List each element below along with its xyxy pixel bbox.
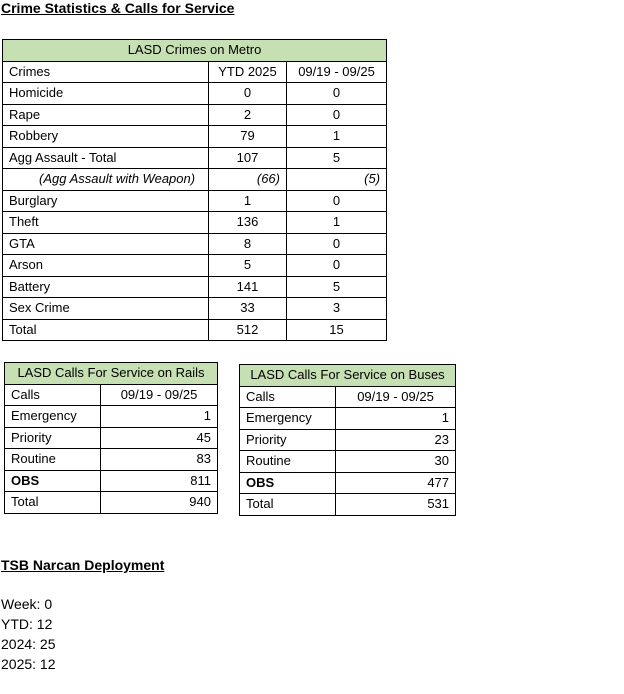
rails-calls-table: [4, 362, 218, 514]
week-cell: 0: [287, 104, 387, 126]
week-cell: 0: [287, 255, 387, 277]
table-row: [3, 276, 387, 298]
rails-table-header-row: [5, 384, 218, 406]
row-label: Emergency: [240, 408, 336, 430]
column-header: 09/19 - 09/25: [101, 384, 218, 406]
table-row: [3, 212, 387, 234]
crimes-table-header-row: [3, 61, 387, 83]
week-cell: 5: [287, 147, 387, 169]
table-row: [3, 83, 387, 105]
value-cell: 1: [101, 406, 218, 428]
table-row-total: [240, 494, 456, 516]
ytd-cell: 8: [209, 233, 287, 255]
row-label: Homicide: [3, 83, 209, 105]
week-cell: (5): [287, 169, 387, 191]
ytd-cell: 107: [209, 147, 287, 169]
buses-table-header-row: [240, 386, 456, 408]
ytd-cell: 141: [209, 276, 287, 298]
value-cell: 1: [336, 408, 456, 430]
row-label: OBS: [5, 470, 101, 492]
narcan-2025: 2025: 12: [1, 656, 56, 672]
table-row: [240, 451, 456, 473]
row-label: (Agg Assault with Weapon): [3, 169, 209, 191]
ytd-cell: (66): [209, 169, 287, 191]
table-row: [3, 104, 387, 126]
table-row: [3, 298, 387, 320]
page-title: Crime Statistics & Calls for Service: [1, 0, 235, 16]
ytd-cell: 5: [209, 255, 287, 277]
crimes-table-title-row: [3, 40, 387, 62]
column-header: 09/19 - 09/25: [287, 61, 387, 83]
row-label: Robbery: [3, 126, 209, 148]
crimes-table: [2, 39, 387, 341]
table-row-total: [3, 319, 387, 341]
ytd-cell: 79: [209, 126, 287, 148]
ytd-cell: 33: [209, 298, 287, 320]
row-label: Total: [3, 319, 209, 341]
table-row: [240, 429, 456, 451]
row-label: Sex Crime: [3, 298, 209, 320]
week-cell: 1: [287, 126, 387, 148]
table-row-subtotal: [3, 169, 387, 191]
row-label: Battery: [3, 276, 209, 298]
table-row: [3, 147, 387, 169]
ytd-cell: 2: [209, 104, 287, 126]
value-cell: 23: [336, 429, 456, 451]
ytd-cell: 1: [209, 190, 287, 212]
row-label: Total: [240, 494, 336, 516]
buses-calls-table: [239, 364, 456, 516]
value-cell: 531: [336, 494, 456, 516]
row-label: Burglary: [3, 190, 209, 212]
table-row: [240, 408, 456, 430]
table-row: [5, 449, 218, 471]
row-label: Theft: [3, 212, 209, 234]
table-row: [3, 255, 387, 277]
value-cell: 940: [101, 492, 218, 514]
buses-table-title: LASD Calls For Service on Buses: [240, 365, 456, 387]
row-label: Arson: [3, 255, 209, 277]
table-row-total: [5, 492, 218, 514]
ytd-cell: 0: [209, 83, 287, 105]
narcan-ytd: YTD: 12: [1, 616, 53, 632]
row-label: Rape: [3, 104, 209, 126]
column-header: Crimes: [3, 61, 209, 83]
row-label: Priority: [5, 427, 101, 449]
table-row: [3, 190, 387, 212]
row-label: Agg Assault - Total: [3, 147, 209, 169]
week-cell: 15: [287, 319, 387, 341]
week-cell: 0: [287, 190, 387, 212]
row-label: Priority: [240, 429, 336, 451]
narcan-title: TSB Narcan Deployment: [1, 557, 165, 573]
ytd-cell: 512: [209, 319, 287, 341]
column-header: 09/19 - 09/25: [336, 386, 456, 408]
row-label: Total: [5, 492, 101, 514]
week-cell: 3: [287, 298, 387, 320]
rails-table-title: LASD Calls For Service on Rails: [5, 363, 218, 385]
row-label: Emergency: [5, 406, 101, 428]
week-cell: 0: [287, 83, 387, 105]
buses-table-title-row: [240, 365, 456, 387]
week-cell: 0: [287, 233, 387, 255]
rails-table-title-row: [5, 363, 218, 385]
value-cell: 45: [101, 427, 218, 449]
table-row: [240, 472, 456, 494]
column-header: Calls: [5, 384, 101, 406]
table-row: [3, 126, 387, 148]
column-header: YTD 2025: [209, 61, 287, 83]
table-row: [5, 406, 218, 428]
value-cell: 811: [101, 470, 218, 492]
value-cell: 30: [336, 451, 456, 473]
ytd-cell: 136: [209, 212, 287, 234]
value-cell: 83: [101, 449, 218, 471]
table-row: [3, 233, 387, 255]
week-cell: 1: [287, 212, 387, 234]
narcan-2024: 2024: 25: [1, 636, 56, 652]
row-label: Routine: [240, 451, 336, 473]
crimes-table-title: LASD Crimes on Metro: [3, 40, 387, 62]
row-label: Routine: [5, 449, 101, 471]
table-row: [5, 427, 218, 449]
value-cell: 477: [336, 472, 456, 494]
row-label: GTA: [3, 233, 209, 255]
column-header: Calls: [240, 386, 336, 408]
narcan-week: Week: 0: [1, 596, 53, 612]
week-cell: 5: [287, 276, 387, 298]
row-label: OBS: [240, 472, 336, 494]
table-row: [5, 470, 218, 492]
